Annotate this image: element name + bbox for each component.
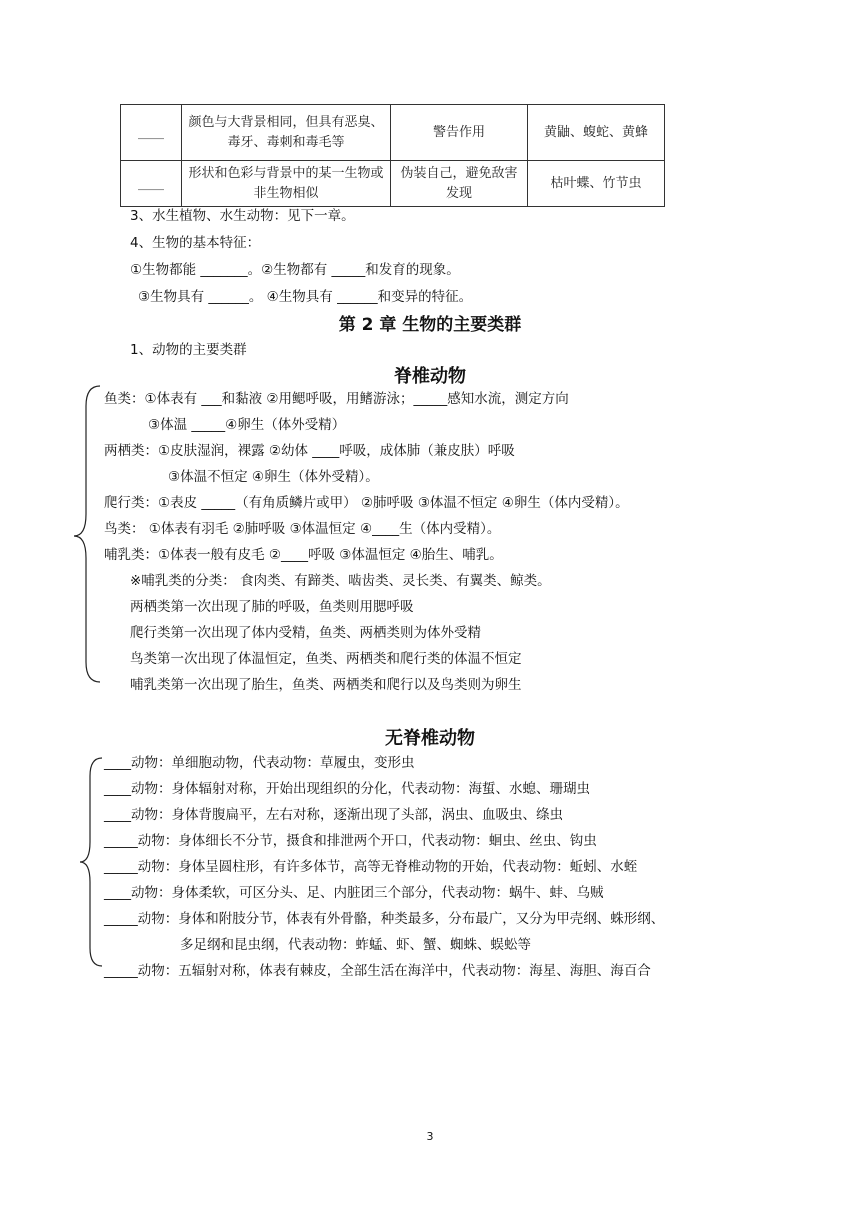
invertebrate-line-6: ____动物：身体柔软，可区分头、足、内脏团三个部分，代表动物：蜗牛、蚌、乌贼 xyxy=(104,885,604,901)
table-cell-feature: 颜色与大背景相同，但具有恶臭、毒牙、毒刺和毒毛等 xyxy=(182,105,391,161)
mammal-classification: ※哺乳类的分类： 食肉类、有蹄类、啮齿类、灵长类、有翼类、鲸类。 xyxy=(130,573,551,589)
invertebrate-line-4: _____动物：身体细长不分节，摄食和排泄两个开口，代表动物：蛔虫、丝虫、钩虫 xyxy=(104,833,597,849)
vertebrate-bird-line: 鸟类： ①体表有羽毛 ②肺呼吸 ③体温恒定 ④____生（体内受精）。 xyxy=(104,521,501,537)
characteristics-line-2: ③生物具有 ______。 ④生物具有 ______和变异的特征。 xyxy=(138,289,473,305)
vertebrates-title: 脊椎动物 xyxy=(394,366,466,387)
vertebrates-brace xyxy=(70,384,104,684)
table-row xyxy=(121,105,665,161)
invertebrate-line-8: _____动物：五辐射对称，体表有棘皮，全部生活在海洋中，代表动物：海星、海胆、海百合 xyxy=(104,963,651,979)
invertebrate-line-3: ____动物：身体背腹扁平，左右对称，逐渐出现了头部，涡虫、血吸虫、绦虫 xyxy=(104,807,563,823)
chapter-title: 第 2 章 生物的主要类群 xyxy=(338,315,522,335)
table-cell-feature: 形状和色彩与背景中的某一生物或非生物相似 xyxy=(182,161,391,207)
page-number: 3 xyxy=(426,1130,434,1143)
chapter-item-1: 1、动物的主要类群 xyxy=(130,342,247,358)
table-cell-examples: 黄鼬、蝮蛇、黄蜂 xyxy=(528,105,665,161)
invertebrate-line-7: _____动物：身体和附肢分节，体表有外骨骼，种类最多，分布最广，又分为甲壳纲、蛛形纲、 xyxy=(104,911,665,927)
vertebrate-mammal-line: 哺乳类：①体表一般有皮毛 ②____呼吸 ③体温恒定 ④胎生、哺乳。 xyxy=(104,547,503,563)
invertebrate-line-7-cont: 多足纲和昆虫纲，代表动物：蚱蜢、虾、蟹、蜘蛛、蜈蚣等 xyxy=(180,937,531,953)
vertebrate-fish-line-2: ③体温 _____④卵生（体外受精） xyxy=(148,417,346,433)
invertebrate-line-1: ____动物：单细胞动物，代表动物：草履虫，变形虫 xyxy=(104,755,415,771)
note-line-2: 爬行类第一次出现了体内受精，鱼类、两栖类则为体外受精 xyxy=(130,625,481,641)
table-cell-name: ____ xyxy=(121,105,182,161)
invertebrate-line-5: _____动物：身体呈圆柱形，有许多体节，高等无脊椎动物的开始，代表动物：蚯蚓、水蛭 xyxy=(104,859,638,875)
vertebrate-fish-line-1: 鱼类：①体表有 ___和黏液 ②用鳃呼吸，用鳍游泳；_____感知水流，测定方向 xyxy=(104,391,569,407)
note-line-1: 两栖类第一次出现了肺的呼吸，鱼类则用腮呼吸 xyxy=(130,599,414,615)
defense-table xyxy=(120,104,665,207)
vertebrate-amphibian-line-1: 两栖类：①皮肤湿润，裸露 ②幼体 ____呼吸，成体肺（兼皮肤）呼吸 xyxy=(104,443,515,459)
invertebrates-brace xyxy=(78,756,106,968)
invertebrates-title: 无脊椎动物 xyxy=(385,728,475,749)
table-cell-examples: 枯叶蝶、竹节虫 xyxy=(528,161,665,207)
characteristics-line-1: ①生物都能 _______。②生物都有 _____和发育的现象。 xyxy=(130,262,460,278)
table-cell-function: 警告作用 xyxy=(391,105,528,161)
note-line-3: 鸟类第一次出现了体温恒定，鱼类、两栖类和爬行类的体温不恒定 xyxy=(130,651,522,667)
table-cell-function: 伪装自己，避免敌害发现 xyxy=(391,161,528,207)
item-3: 3、水生植物、水生动物：见下一章。 xyxy=(130,208,355,224)
table-row xyxy=(121,161,665,207)
note-line-4: 哺乳类第一次出现了胎生，鱼类、两栖类和爬行以及鸟类则为卵生 xyxy=(130,677,522,693)
vertebrate-amphibian-line-2: ③体温不恒定 ④卵生（体外受精）。 xyxy=(168,469,379,485)
table-cell-name: ____ xyxy=(121,161,182,207)
item-4: 4、生物的基本特征： xyxy=(130,235,261,251)
vertebrate-reptile-line: 爬行类：①表皮 _____（有角质鳞片或甲） ②肺呼吸 ③体温不恒定 ④卵生（体内受精）。 xyxy=(104,495,629,511)
invertebrate-line-2: ____动物：身体辐射对称，开始出现组织的分化，代表动物：海蜇、水螅、珊瑚虫 xyxy=(104,781,590,797)
